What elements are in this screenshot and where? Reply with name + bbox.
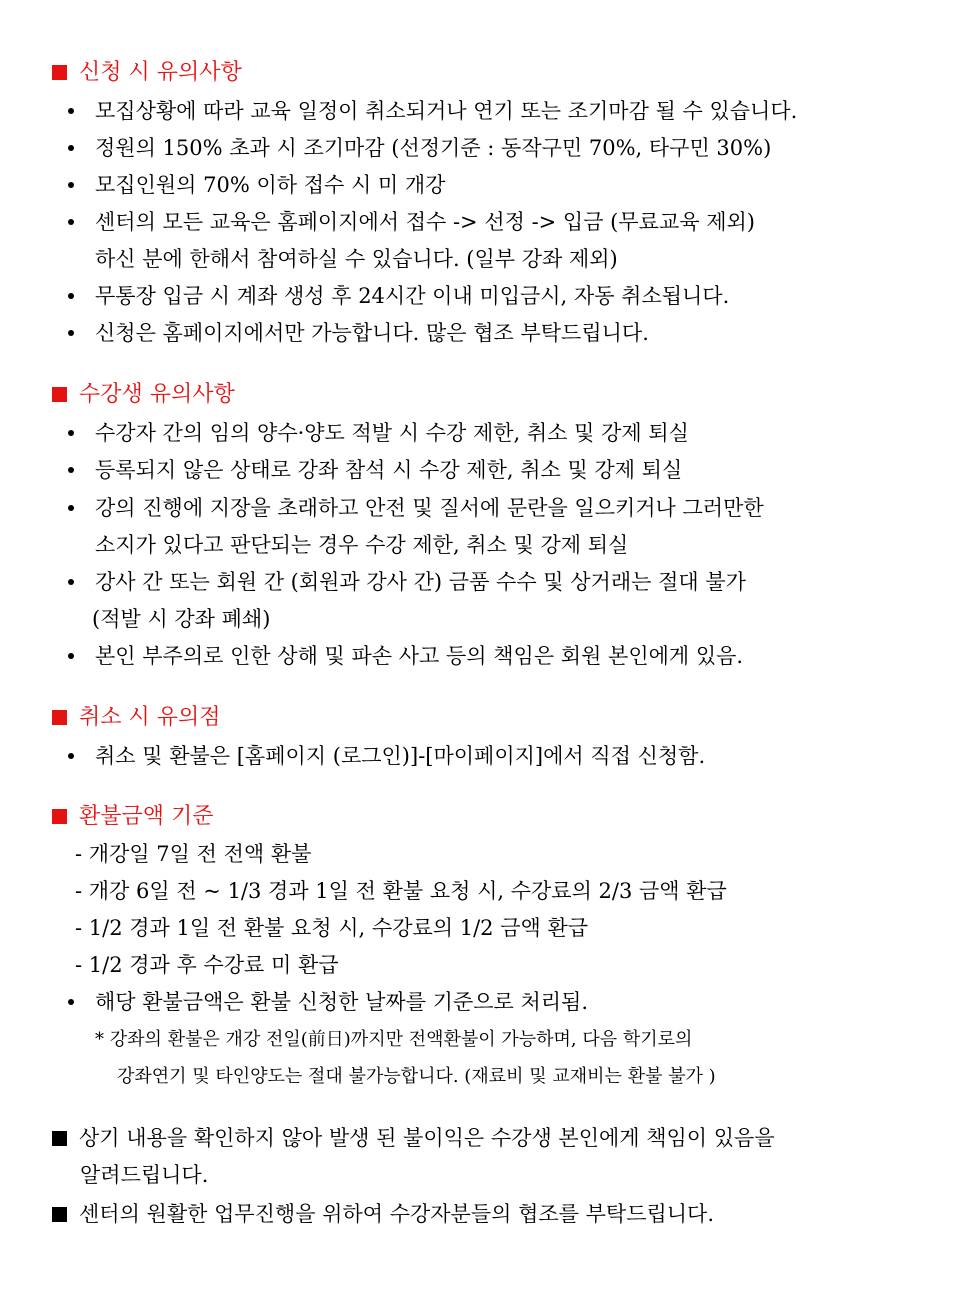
closing-note-continuation: 알려드립니다. — [80, 1163, 209, 1187]
list-item: 본인 부주의로 인한 상해 및 파손 사고 등의 책임은 회원 본인에게 있음. — [95, 644, 744, 668]
square-bullet-icon — [52, 1131, 67, 1146]
closing-note: 상기 내용을 확인하지 않아 발생 된 불이익은 수강생 본인에게 책임이 있음을 — [52, 1123, 775, 1153]
list-item-continuation: 하신 분에 한해서 참여하실 수 있습니다. (일부 강좌 제외) — [95, 247, 618, 271]
bullet-icon — [68, 579, 74, 585]
list-item: 강의 진행에 지장을 초래하고 안전 및 질서에 문란을 일으키거나 그러만한 — [95, 496, 764, 520]
refund-footnote: * 강좌의 환불은 개강 전일(前日)까지만 전액환불이 가능하며, 다음 학기로의 — [95, 1029, 693, 1050]
list-item: 취소 및 환불은 [홈페이지 (로그인)]-[마이페이지]에서 직접 신청함. — [95, 744, 706, 768]
bullet-icon — [68, 430, 74, 436]
list-item: 모집인원의 70% 이하 접수 시 미 개강 — [95, 173, 446, 197]
bullet-icon — [68, 293, 74, 299]
section-heading-student: 수강생 유의사항 — [52, 380, 235, 410]
list-item-continuation: (적발 시 강좌 폐쇄) — [92, 607, 271, 631]
refund-rule: - 개강일 7일 전 전액 환불 — [75, 842, 312, 866]
list-item: 수강자 간의 임의 양수·양도 적발 시 수강 제한, 취소 및 강제 퇴실 — [95, 421, 689, 445]
list-item: 무통장 입금 시 계좌 생성 후 24시간 이내 미입금시, 자동 취소됩니다. — [95, 284, 730, 308]
list-item: 강사 간 또는 회원 간 (회원과 강사 간) 금품 수수 및 상거래는 절대 불가 — [95, 570, 746, 594]
square-bullet-icon — [52, 1207, 67, 1222]
refund-footnote-continuation: 강좌연기 및 타인양도는 절대 불가능합니다. (재료비 및 교재비는 환불 불가 ) — [117, 1066, 716, 1087]
refund-rule: - 1/2 경과 1일 전 환불 요청 시, 수강료의 1/2 금액 환급 — [75, 916, 589, 940]
bullet-icon — [68, 467, 74, 473]
list-item: 정원의 150% 초과 시 조기마감 (선정기준 : 동작구민 70%, 타구민 30%) — [95, 136, 772, 160]
square-bullet-icon — [52, 710, 67, 725]
square-bullet-icon — [52, 65, 67, 80]
closing-request: 센터의 원활한 업무진행을 위하여 수강자분들의 협조를 부탁드립니다. — [52, 1199, 714, 1229]
bullet-icon — [68, 999, 74, 1005]
bullet-icon — [68, 505, 74, 511]
bullet-icon — [68, 108, 74, 114]
bullet-icon — [68, 145, 74, 151]
list-item: 신청은 홈페이지에서만 가능합니다. 많은 협조 부탁드립니다. — [95, 321, 649, 345]
bullet-icon — [68, 182, 74, 188]
square-bullet-icon — [52, 809, 67, 824]
list-item-continuation: 소지가 있다고 판단되는 경우 수강 제한, 취소 및 강제 퇴실 — [95, 533, 629, 557]
list-item: 해당 환불금액은 환불 신청한 날짜를 기준으로 처리됨. — [95, 990, 589, 1014]
list-item: 등록되지 않은 상태로 강좌 참석 시 수강 제한, 취소 및 강제 퇴실 — [95, 458, 683, 482]
square-bullet-icon — [52, 387, 67, 402]
refund-rule: - 개강 6일 전 ~ 1/3 경과 1일 전 환불 요청 시, 수강료의 2/3 금액 환급 — [75, 879, 727, 903]
section-heading-cancel: 취소 시 유의점 — [52, 703, 221, 733]
bullet-icon — [68, 330, 74, 336]
section-heading-refund: 환불금액 기준 — [52, 802, 214, 832]
refund-rule: - 1/2 경과 후 수강료 미 환급 — [75, 953, 339, 977]
bullet-icon — [68, 753, 74, 759]
section-heading-application: 신청 시 유의사항 — [52, 58, 242, 88]
bullet-icon — [68, 219, 74, 225]
bullet-icon — [68, 653, 74, 659]
list-item: 센터의 모든 교육은 홈페이지에서 접수 -> 선정 -> 입금 (무료교육 제외) — [95, 210, 755, 234]
list-item: 모집상황에 따라 교육 일정이 취소되거나 연기 또는 조기마감 될 수 있습니다. — [95, 99, 798, 123]
